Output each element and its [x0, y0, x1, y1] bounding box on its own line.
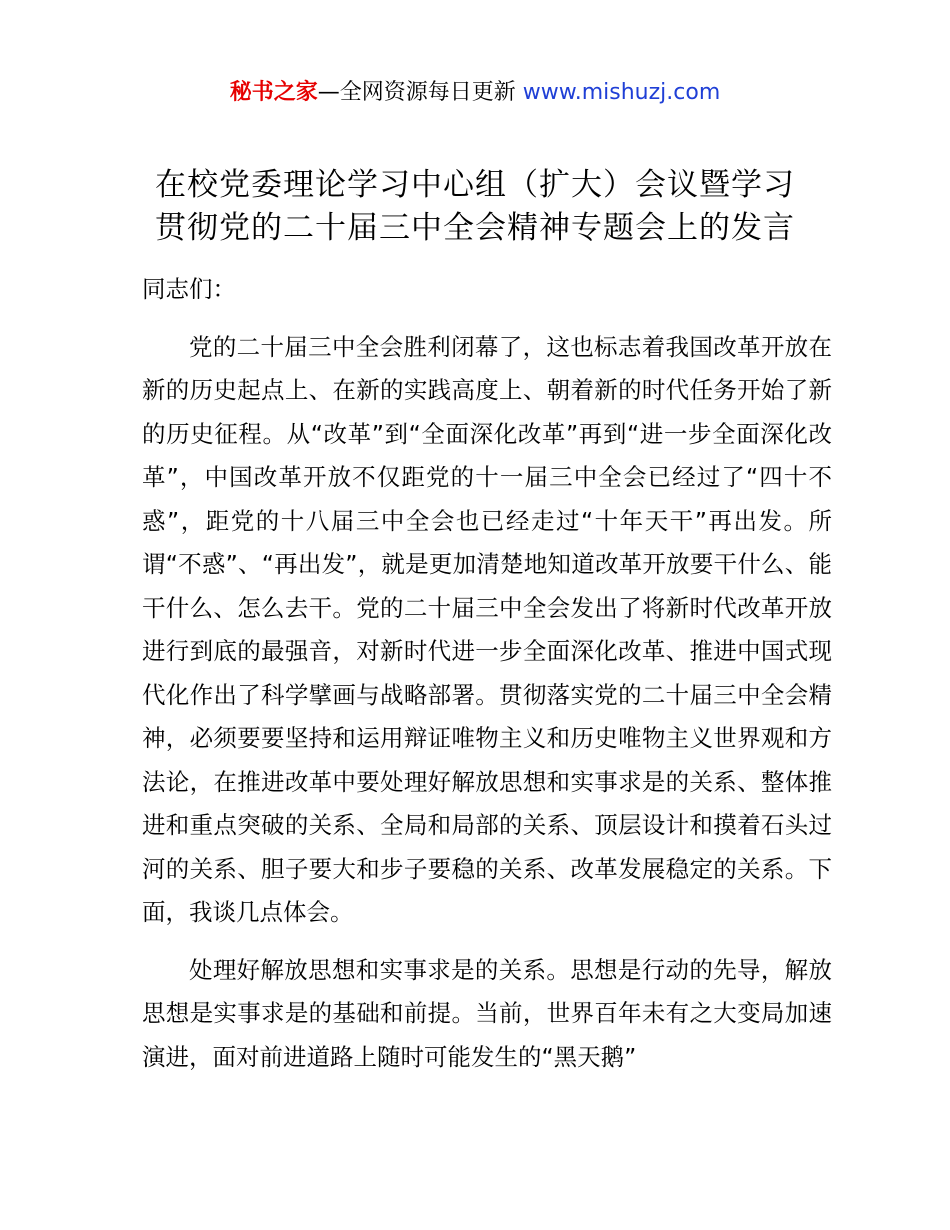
site-url-link[interactable]: www.mishuzj.com: [522, 80, 721, 105]
header-tagline: —全网资源每日更新: [317, 80, 523, 105]
title-line-2: 贯彻党的二十届三中全会精神专题会上的发言: [155, 210, 795, 246]
title-line-1: 在校党委理论学习中心组（扩大）会议暨学习: [155, 167, 795, 203]
paragraph: 处理好解放思想和实事求是的关系。思想是行动的先导，解放思想是实事求是的基础和前提。当前，世界百年未有之大变局加速演进，面对前进道路上随时可能发生的“黑天鹅”: [142, 955, 832, 1071]
document-title: [0, 164, 950, 250]
document-body: [142, 268, 832, 1079]
site-header: [0, 78, 950, 108]
salutation: 同志们：: [142, 275, 236, 303]
paragraph: 党的二十届三中全会胜利闭幕了，这也标志着我国改革开放在新的历史起点上、在新的实践高度上、朝着新的时代任务开始了新的历史征程。从“改革”到“全面深化改革”再到“进一步全面深化改革”，中国改革开放不仅距党的十一届三中全会已经过了“四十不惑”，距党的十八届三中全会也已经走过“十年天干”再出发。所谓“不惑”、“再出发”，就是更加清楚地知道改革开放要干什么、能干什么、怎么去干。党的二十届三中全会发出了将新时代改革开放进行到底的最强音，对新时代进一步全面深化改革、推进中国式现代化作出了科学擘画与战略部署。贯彻落实党的二十届三中全会精神，必须要要坚持和运用辩证唯物主义和历史唯物主义世界观和方法论，在推进改革中要处理好解放思想和实事求是的关系、整体推进和重点突破的关系、全局和局部的关系、顶层设计和摸着石头过河的关系、胆子要大和步子要稳的关系、改革发展稳定的关系。下面，我谈几点体会。: [142, 332, 832, 926]
brand-name: 秘书之家: [229, 80, 318, 105]
